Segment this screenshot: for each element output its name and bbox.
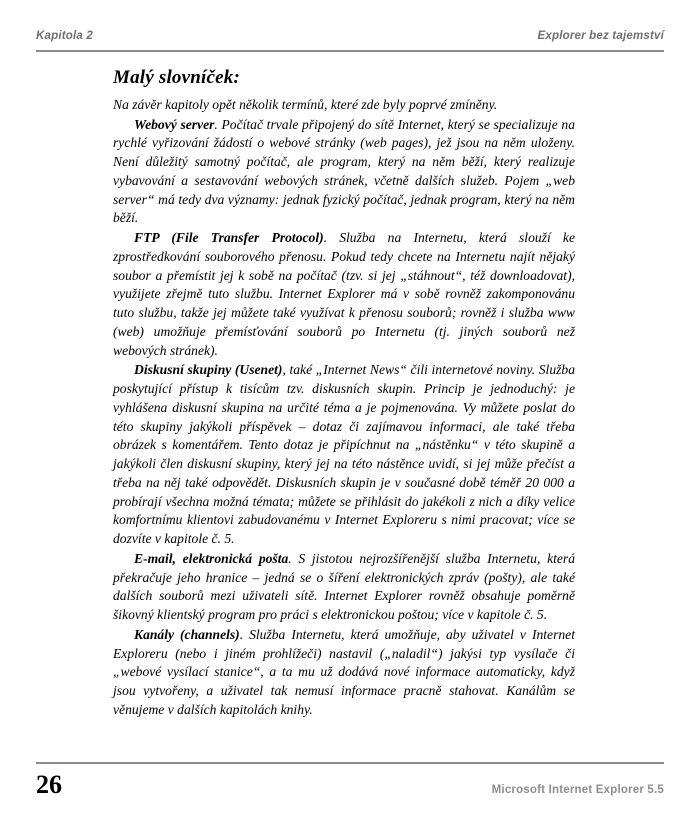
header-divider (36, 50, 664, 52)
glossary-term: FTP (File Transfer Protocol) (134, 230, 324, 245)
page-title: Malý slovníček: (113, 67, 241, 88)
glossary-entry (113, 229, 575, 360)
running-head-title: Explorer bez tajemství (537, 30, 664, 42)
footer-divider (36, 762, 664, 764)
glossary-term: Webový server (134, 116, 215, 132)
running-head (36, 30, 664, 42)
glossary-definition: . S jistotou nejrozšířenější služba Internetu, která překračuje jeho hranice – jedná se o šíření elektronických zpráv (pošty), ale také dalších souborů mezi uživateli sítě. Internet Explorer rovněž obsahuje poměrně šikovný klientský program pro práci s elektronickou poštou; více v kapitole č. 5. (113, 550, 576, 622)
page-footer (36, 772, 664, 798)
page-content (113, 66, 575, 720)
footer-book-title: Microsoft Internet Explorer 5.5 (491, 784, 664, 796)
page-number: 26 (36, 770, 62, 799)
glossary-entry (113, 626, 575, 720)
glossary-term: Diskusní skupiny (Usenet) (134, 362, 283, 378)
glossary-definition: . Služba Internetu, která umožňuje, aby uživatel v Internet Exploreru (nebo i jiném prohlížeči) nastavil („naladil“) jakýsi typ vysílače či „webové vysílací stanice“, a ta mu už dodává nové informace automaticky, když jsou vytvořeny, a uživatel tak nemusí informace pracně stahovat. Kanálům se věnujeme v dalších kapitolách knihy. (113, 626, 575, 717)
glossary-definition: . Počítač trvale připojený do sítě Internet, který se specializuje na rychlé vyřizování žádostí o webové stránky (web pages), jež jsou na něm uloženy. Není důležitý samotný počítač, ale program, který na něm běží, který realizuje vybavování a sestavování webových stránek, včetně dalších služeb. Pojem „web server“ má tedy dva významy: jednak fyzický počítač, jednak program, který na něm běží. (113, 116, 575, 226)
running-head-chapter: Kapitola 2 (36, 30, 93, 42)
glossary-term: Kanály (channels) (134, 626, 240, 642)
glossary-entry (113, 550, 575, 625)
intro-paragraph: Na závěr kapitoly opět několik termínů, které zde byly poprvé zmíněny. (113, 96, 498, 112)
glossary-definition: . Služba na Internetu, která slouží ke zprostředkování souborového přenosu. Pokud tedy chcete na Internetu najít nějaký soubor a přemístit jej k sobě na počítač (tzv. si jej „stáhnout“, též downloadovat), využijete zřejmě tuto službu. Internet Explorer má v sobě rovněž zakomponovánu tuto službu, takže jej můžete také využívat k přenosu souborů; rovněž i služba www (web) umožňuje přemísťování souborů po Internetu (tj. jiných souborů než webových stránek). (113, 230, 575, 358)
glossary-term: E-mail, elektronická pošta (134, 550, 289, 566)
glossary-definition: , také „Internet News“ čili internetové noviny. Služba poskytující přístup k tisícům tzv. diskusních skupin. Princip je jednoduchý: je vyhlášena diskusní skupina na určité téma a je pojmenována. Vy můžete poslat do této skupiny jakýkoli příspěvek – dotaz či zajímavou informaci, ale také třeba obrázek s komentářem. Tento dotaz je připíchnut na „nástěnku“ v této skupině a jakýkoli člen diskusní skupiny, který jej na této nástěnce uvidí, si jej může přečíst a třeba na něj také odpovědět. Diskusních skupin je v současné době téměř 20 000 a probírají všechna možná témata; můžete se přihlásit do jakékoli z nich a díky velice komfortnímu klientovi zabudovanému v Internet Exploreru s nimi pracovat; více se dozvíte v kapitole č. 5. (113, 362, 575, 546)
glossary-entry (113, 361, 575, 549)
glossary-entry (113, 116, 575, 229)
